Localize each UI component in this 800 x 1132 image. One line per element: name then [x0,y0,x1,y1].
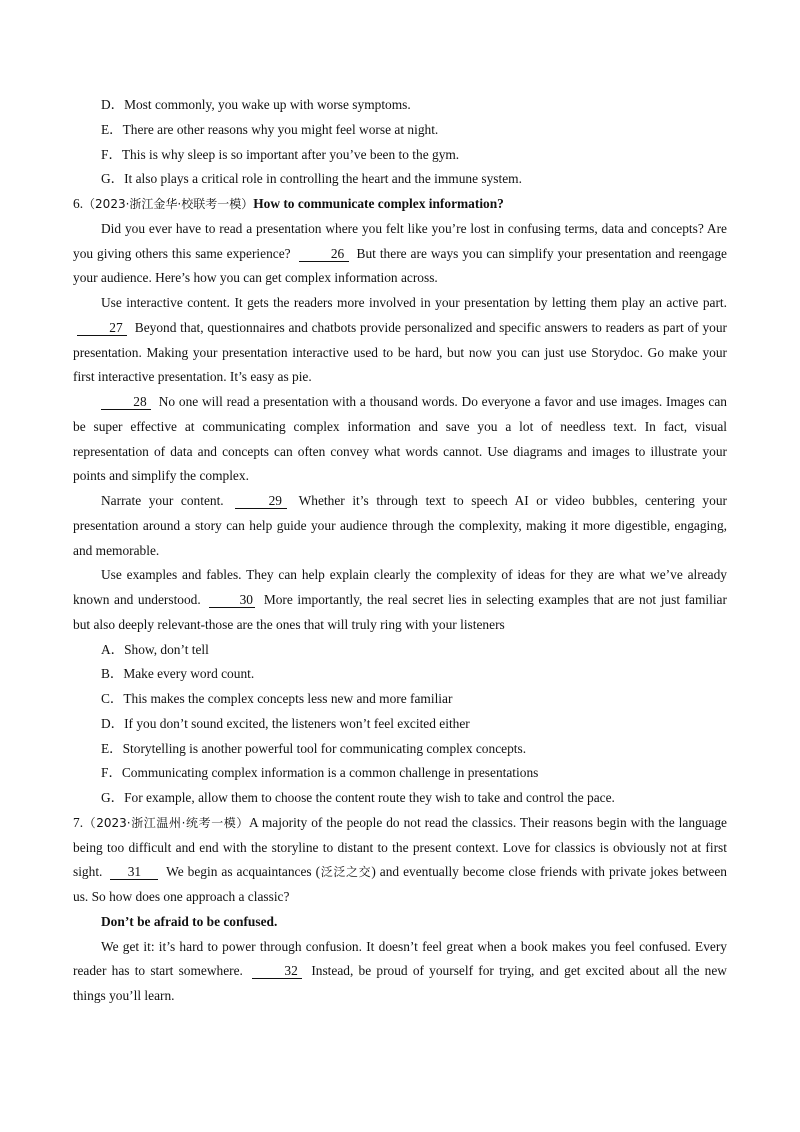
question-source: （2023·浙江温州·统考一模） [83,815,249,830]
blank-28[interactable]: 28 [101,394,151,410]
option-text: Storytelling is another powerful tool for communicating complex concepts. [122,740,527,756]
prev-option-d [73,93,727,118]
prev-option-g [73,167,727,192]
option-c [73,687,727,712]
option-f [73,761,727,786]
option-letter: D． [101,715,125,731]
text: Use interactive content. It gets the readers more involved in your presentation by letting them play an active part. [101,295,727,310]
option-letter: E． [101,121,123,137]
option-text: This makes the complex concepts less new and more familiar [123,691,453,706]
question-number: 7. [73,814,84,830]
option-letter: C． [101,691,124,706]
chinese-gloss: 泛泛之交 [320,865,372,880]
option-letter: F． [101,146,122,162]
option-b [73,662,727,687]
text: We begin as acquaintances ( [166,864,321,880]
blank-29[interactable]: 29 [235,493,287,509]
blank-27[interactable]: 27 [77,320,127,336]
option-letter: E． [101,740,123,756]
option-text: Make every word count. [123,666,255,682]
question-source: （2023·浙江金华·校联考一模） [83,197,254,211]
text: We get it: it’s hard to power through confusion. It doesn’t feel great when a book makes you feel confused. Every reader has to start somewhere. [73,938,727,979]
option-text: Show, don’t tell [124,641,209,657]
passage-title: How to communicate complex information? [253,196,504,211]
text: More importantly, the real secret lies in selecting examples that are not just familiar but also deeply relevant-those are the ones that will truly ring with your listeners [73,592,727,632]
option-letter: A． [101,641,125,657]
q6-paragraph-3 [73,390,727,489]
option-text: This is why sleep is so important after you’ve been to the gym. [121,146,460,162]
blank-30[interactable]: 30 [209,592,255,608]
option-text: There are other reasons why you might feel worse at night. [122,121,439,137]
question-7-paragraph-1 [73,811,727,910]
text: ) and eventually become close friends with private jokes between us. So how does one approach a classic? [73,864,727,904]
option-letter: F． [101,765,122,781]
prev-option-e [73,118,727,143]
option-letter: G． [101,171,125,187]
option-letter: D． [101,97,125,112]
question-6-header [73,192,727,217]
q7-paragraph-2 [73,935,727,1009]
option-text: Most commonly, you wake up with worse symptoms. [124,97,411,112]
q7-subheading: Don’t be afraid to be confused. [101,913,278,929]
blank-26[interactable]: 26 [299,246,349,262]
prev-option-f [73,143,727,168]
text: A majority of the people do not read the classics. Their reasons begin with the language being too difficult and end with the storyline to distant to the present context. Love for classics is obviously not at first sight. [73,814,728,880]
blank-32[interactable]: 32 [252,963,302,979]
option-a [73,638,727,663]
q6-paragraph-5 [73,563,727,637]
question-number: 6. [73,196,84,211]
q6-paragraph-1 [73,217,727,291]
text: But there are ways you can simplify your presentation and reengage your audience. Here’s how you can get complex information across. [73,245,727,286]
text: Use examples and fables. They can help explain clearly the complexity of ideas for they are what we’ve already known and understood. [73,567,727,607]
option-letter: G． [101,790,125,805]
option-e [73,737,727,762]
option-text: If you don’t sound excited, the listeners won’t feel excited either [124,715,470,731]
q6-paragraph-4 [73,489,727,563]
text: Beyond that, questionnaires and chatbots provide personalized and specific answers to readers as part of your presentation. Making your presentation interactive used to be hard, but now you can just use Storydoc. Go make your first interactive presentation. It’s easy as pie. [73,319,727,385]
text: Did you ever have to read a presentation where you felt like you’re lost in confusing terms, data and concepts? Are you giving others this same experience? [73,220,727,261]
option-text: For example, allow them to choose the content route they wish to take and control the pace. [124,790,615,805]
text: No one will read a presentation with a thousand words. Do everyone a favor and use images. Images can be super effective at communicating complex information and save you a lot of needless text. In fact, visual representation of data and concepts can often convey what words cannot. Use diagrams and images to illustrate your points and simplify the complex. [73,394,727,484]
text: Whether it’s through text to speech AI or video bubbles, centering your presentation around a story can help guide your audience through the complexity, making it more digestible, engaging, and memorable. [73,493,727,558]
text: Instead, be proud of yourself for trying, and get excited about all the new things you’ll learn. [73,963,727,1003]
option-letter: B． [101,666,124,682]
option-g [73,786,727,811]
document-page [73,93,727,1009]
q6-paragraph-2 [73,291,727,390]
text: Narrate your content. [101,493,224,508]
option-d [73,712,727,737]
blank-31[interactable]: 31 [110,864,158,880]
option-text: Communicating complex information is a common challenge in presentations [121,765,539,781]
option-text: It also plays a critical role in controlling the heart and the immune system. [124,171,522,187]
